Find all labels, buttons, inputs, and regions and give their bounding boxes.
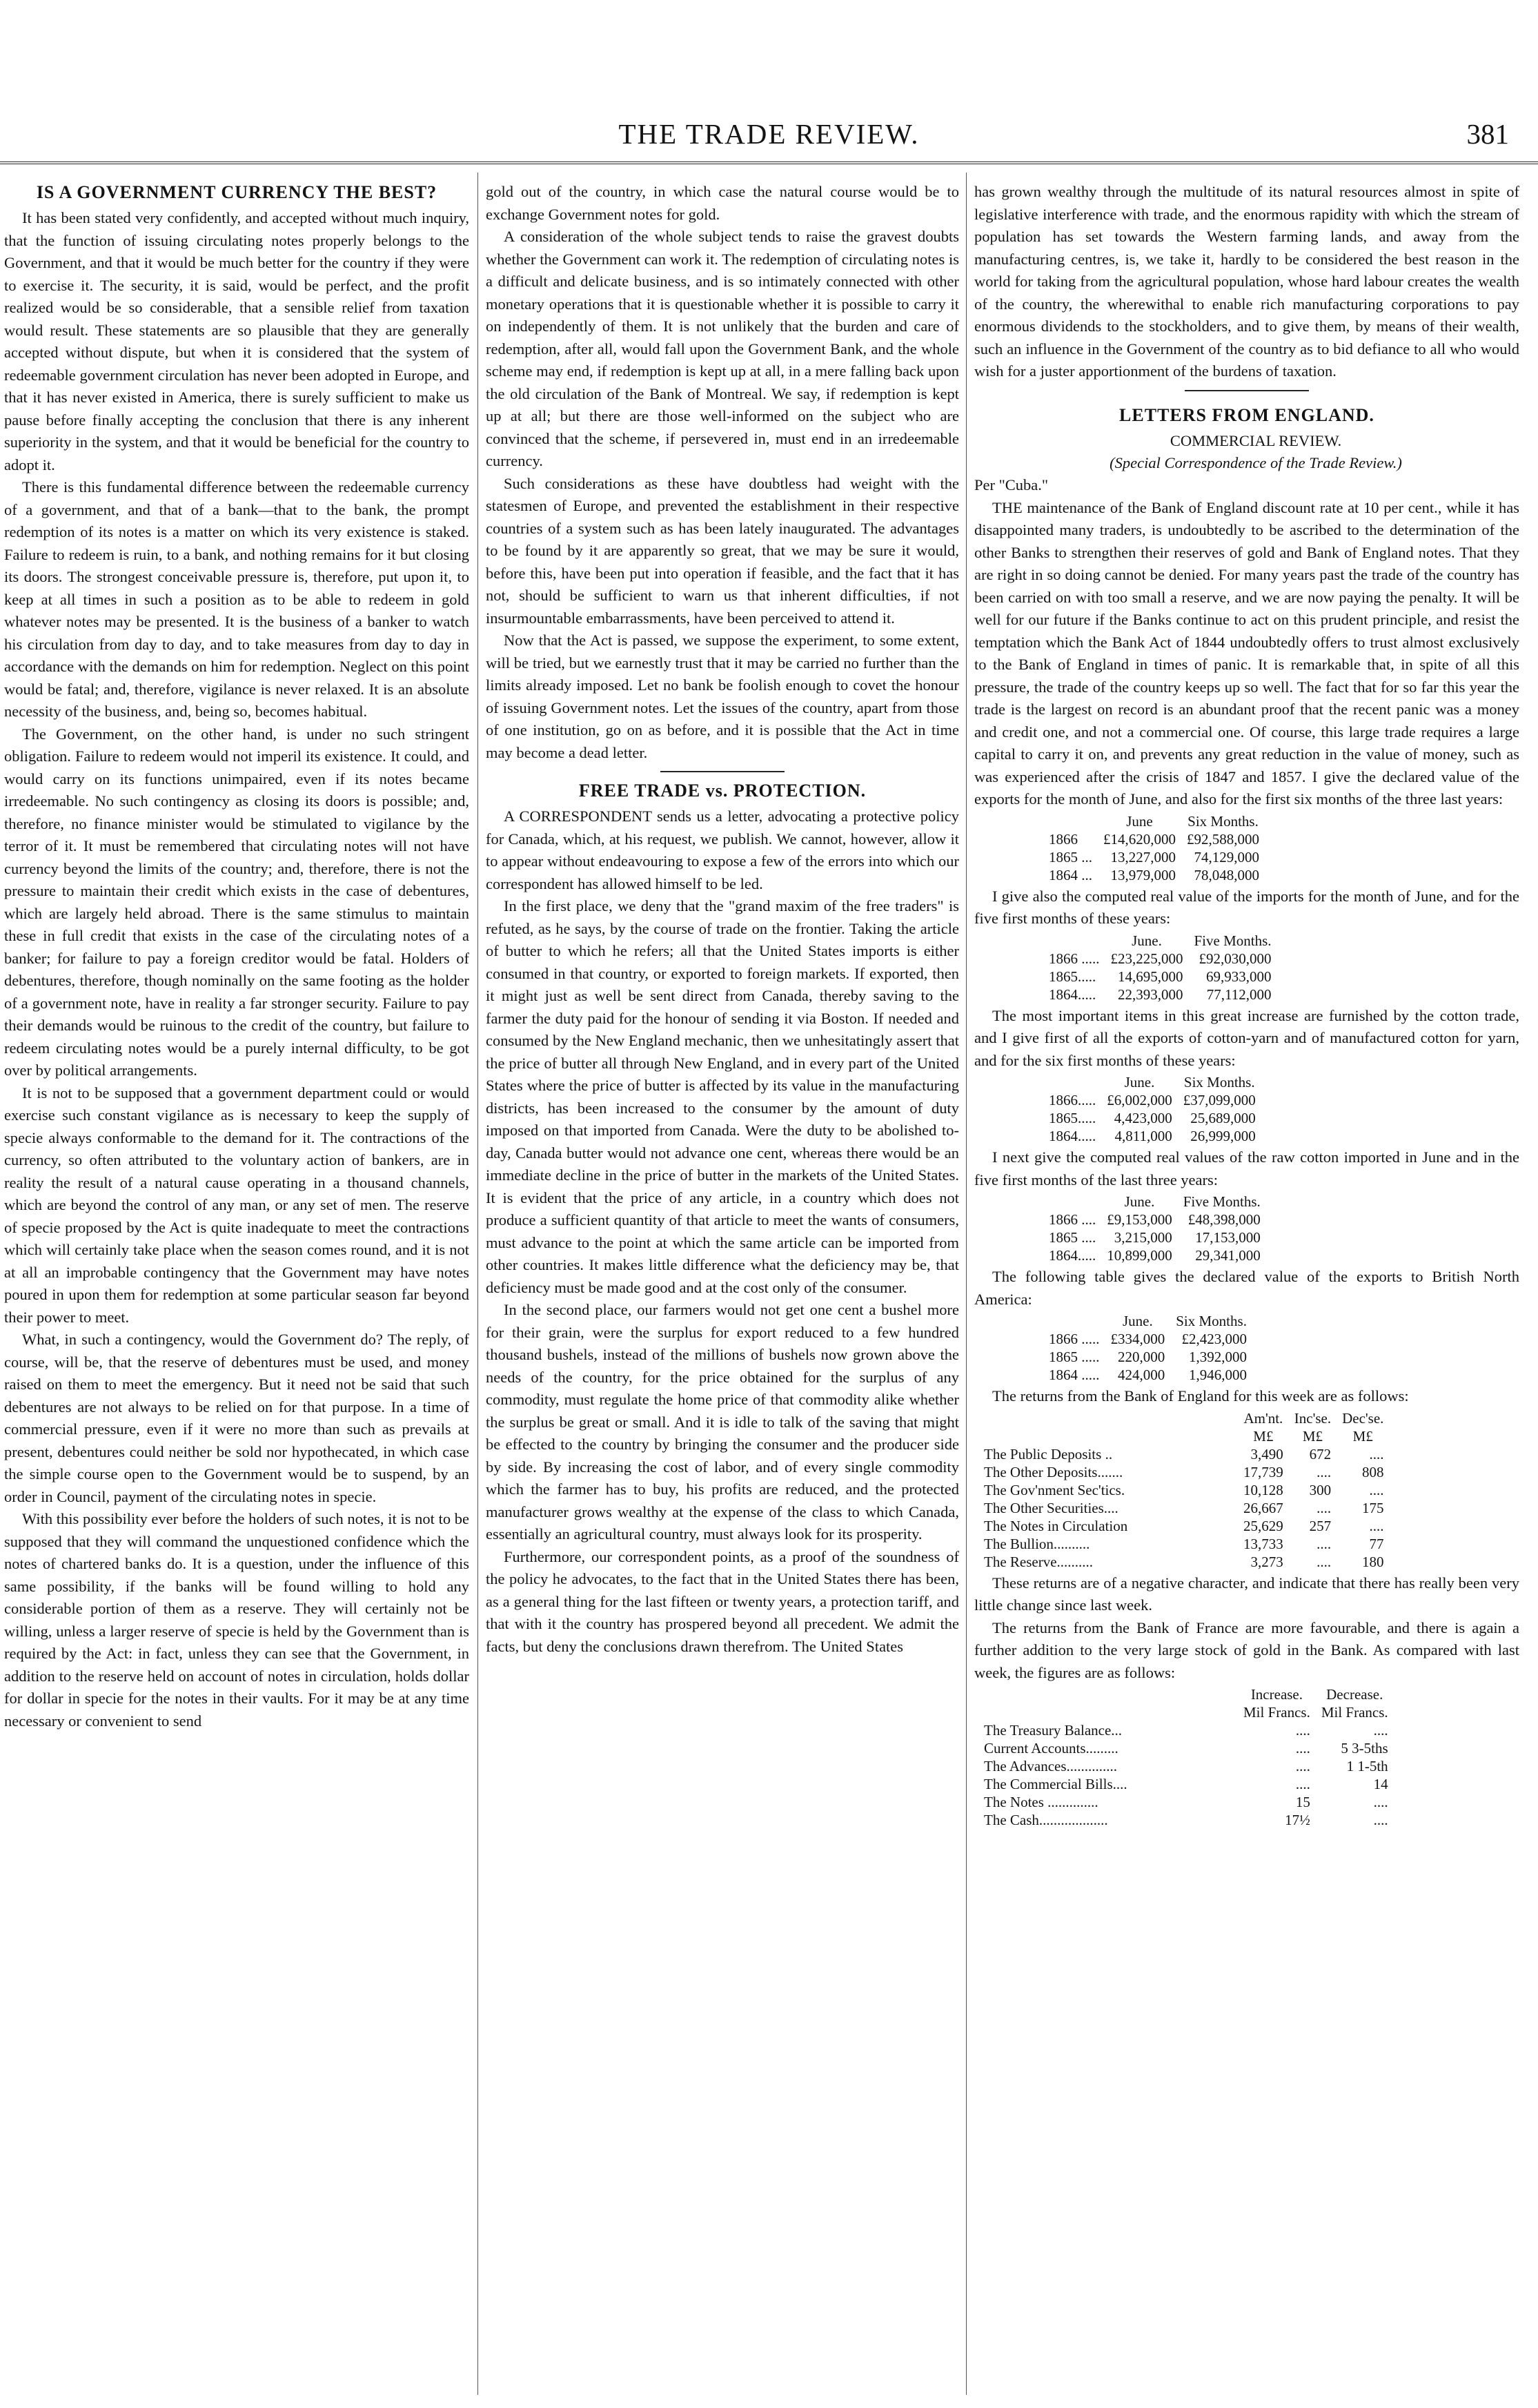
- table-row: The Treasury Balance... .... ....: [984, 1722, 1388, 1739]
- section-rule: [660, 771, 785, 772]
- article-heading: IS A GOVERNMENT CURRENCY THE BEST?: [36, 182, 437, 202]
- imports-table: [1043, 932, 1277, 1004]
- paragraph: The Government, on the other hand, is under no such stringent obligation. Failure to redeem would not imperil its existence. It could, and would carry on its functions unimpaired, even if its notes became irredeemable. No such contingency as closing its doors is possible; and, therefore, no finance minister would be stimulated to vigilance by the terror of it. It must be remembered that circulating notes will not have currency beyond the limits of the country; and, therefore, there is not the pressure to maintain their credit which exists in the case of debentures, which are largely held abroad. There is the same stimulus to maintain these in full credit that exists in the case of the circulating notes of a banker; for failure to pay a foreign creditor would be fatal. Holders of debentures, therefore, though nominally on the same footing as the holder of a government note, have in reality a far stronger security. Failure to pay their demands would be ruinous to the credit of the country, but failure to redeem circulating notes would be a purely internal difficulty, to be got over by political arrangements.: [4, 725, 469, 1079]
- table-row: 1864..... 10,899,000 29,341,000: [1049, 1247, 1261, 1264]
- paragraph: In the first place, we deny that the "grand maxim of the free traders" is refuted, as he says, by the course of trade on the frontier. Taking the article of butter to which he refers; all that the United States imports is either consumed in that country, or exported to foreign markets. If exported, then it might just as well be sent direct from Canada, thereby saving to the farmer the duty paid for the honour of sending it via Boston. If needed and consumed by the New England mechanic, then we unhesitatingly assert that the price of butter all through New England, and in every part of the United States where the price of butter is affected by its value in the manufacturing districts, has been increased to the consumer by the amount of duty imposed on that imported from Canada. Were the duty to be abolished to-day, Canada butter would not advance one cent, whereas there would be an immediate decline in the price of butter in the markets of the United States. It is evident that the price of any article, in a country which does not produce a sufficient quantity of that article to meet the wants of consumers, must advance to the point at which the same article can be imported from other countries. It makes little difference what the deficiency may be, that deficiency must be made good and at the cost only of the consumer.: [486, 897, 959, 1296]
- paragraph: What, in such a contingency, would the Government do? The reply, of course, will be, that the reserve of debentures must be used, and money raised on them to meet the emergency. But it need not be said that such debentures are not always to be relied on for that purpose. In a time of commercial pressure, even if it were no more than such as prevails at present, debentures could neither be sold nor hypothecated, in which case the simple course open to the Government would be to suspend, by an order in Council, payment of the circulating notes in specie.: [4, 1331, 469, 1505]
- table-header: Six Months.: [1187, 812, 1259, 830]
- table-row: 1865 ..... 220,000 1,392,000: [1049, 1349, 1247, 1365]
- table-header: June.: [1132, 932, 1162, 949]
- table-row: 1864 ..... 424,000 1,946,000: [1049, 1367, 1247, 1383]
- paragraph: These returns are of a negative character, and indicate that there has really been very little change since last week.: [974, 1574, 1519, 1614]
- table-row: 1866 ..... £334,000 £2,423,000: [1049, 1331, 1247, 1347]
- paragraph: has grown wealthy through the multitude of its natural resources almost in spite of legislative interference with trade, and the enormous rapidity with which the stream of population has set towards the Western farming lands, and away from the manufacturing centres, is, we take it, hardly to be considered the best reason in the world for taking from the agricultural population, whose hard labour creates the wealth of the country, the wherewithal to enable rich manufacturing corporations to pay enormous dividends to the stockholders, and to give them, by means of their wealth, such an influence in the Government of the country as to bid defiance to all who would wish for a juster apportionment of the burdens of taxation.: [974, 183, 1519, 380]
- bna-exports-table: [1043, 1312, 1252, 1384]
- table-header: Six Months.: [1183, 1074, 1255, 1090]
- table-unit: Mil Francs.: [1321, 1704, 1388, 1721]
- table-row: The Commercial Bills.... .... 14: [984, 1776, 1388, 1792]
- table-row: 1864 ... 13,979,000 78,048,000: [1049, 866, 1259, 883]
- table-unit: Mil Francs.: [1243, 1704, 1310, 1721]
- column-divider: [966, 173, 967, 2395]
- publication-title: THE TRADE REVIEW.: [618, 118, 920, 150]
- table-row: The Bullion.......... 13,733 .... 77: [984, 1535, 1384, 1552]
- paragraph: THE maintenance of the Bank of England discount rate at 10 per cent., while it has disappointed many traders, is undoubtedly to be ascribed to the determination of the other Banks to strengthen their reserves of gold and Bank of England notes. That they are right in so doing cannot be denied. For many years past the trade of the country has been carried on with too small a reserve, and we are now paying the penalty. It will be well for our future if the Banks continue to act on this prudent principle, and resist the temptation which the Bank Act of 1844 undoubtedly offers to trust almost exclusively to the Bank of England in times of panic. It is remarkable that, in spite of all this pressure, the trade of the country keeps up so well. The fact that for so far this year the trade is the largest on record is an abundant proof that the recent panic was a money and credit one, and not a commercial one. Of course, this large trade requires a large capital to carry it on, and prevents any great reduction in the value of money, such as was experienced after the crisis of 1847 and 1857. I give the declared value of the exports for the month of June, and also for the first six months of the three last years:: [974, 498, 1519, 807]
- column-2: [486, 181, 959, 2396]
- bank-of-france-table: [978, 1685, 1394, 1829]
- table-header: June.: [1123, 1313, 1153, 1329]
- table-row: The Other Deposits....... 17,739 .... 808: [984, 1463, 1384, 1480]
- table-unit: M£: [1302, 1427, 1323, 1445]
- table-row: 1866 ..... £23,225,000 £92,030,000: [1049, 950, 1272, 967]
- table-row: The Notes in Circulation 25,629 257 ....: [984, 1517, 1384, 1534]
- column-divider: [477, 173, 478, 2395]
- paragraph: There is this fundamental difference between the redeemable currency of a government, and that of a bank—that to the bank, the prompt redemption of its notes is a matter on which its very existence is staked. Failure to redeem is ruin, to a bank, and nothing remains for it but closing its doors. The strongest conceivable pressure is, therefore, put upon it, to keep at all times in such a position as to be able to redeem in gold whatever notes may be presented. It is the business of a banker to watch his circulation from day to day, and to take measures from day to day in accordance with the demands on him for redemption. Neglect on this point would be fatal; and, therefore, vigilance is never relaxed. It is an absolute necessity of the business, and, being so, becomes habitual.: [4, 478, 469, 720]
- header-rule: [0, 161, 1538, 164]
- table-header: June.: [1124, 1074, 1155, 1090]
- table-header: Five Months.: [1183, 1193, 1261, 1210]
- paragraph: Furthermore, our correspondent points, as a proof of the soundness of the policy he advocates, to the fact that in the United States there has been, as a general thing for the last fifteen or twenty years, a protection tariff, and that with it the country has prospered beyond all precedent. We admit the facts, but deny the conclusions drawn therefrom. The United States: [486, 1547, 959, 1655]
- column-3: [974, 181, 1519, 2396]
- article-heading: LETTERS FROM ENGLAND.: [1119, 404, 1374, 425]
- table-row: 1864..... 22,393,000 77,112,000: [1049, 986, 1272, 1003]
- table-row: 1865 ... 13,227,000 74,129,000: [1049, 848, 1259, 865]
- bank-of-england-table: [978, 1409, 1389, 1571]
- paragraph: A consideration of the whole subject tends to raise the gravest doubts whether the Government can work it. The redemption of circulating notes is a difficult and delicate business, and is so intimately connected with other monetary operations that it is questionable whether it is possible to carry it on independently of them. It is not unlikely that the burden and care of redemption, after all, would fall upon the Government Bank, and the whole scheme may end, if redemption is kept up at all, in a mere falling back upon the old circulation of the Bank of Montreal. We say, if redemption is kept up at all; but there are those well-informed on the subject who are convinced that the scheme, if persevered in, must end in an irredeemable currency.: [486, 228, 959, 469]
- table-row: The Other Securities.... 26,667 .... 175: [984, 1499, 1384, 1516]
- table-header: Inc'se.: [1294, 1409, 1332, 1427]
- paragraph: gold out of the country, in which case the natural course would be to exchange Government notes for gold.: [486, 183, 959, 223]
- table-row: 1865..... 14,695,000 69,933,000: [1049, 968, 1272, 985]
- paragraph: Now that the Act is passed, we suppose the experiment, to some extent, will be tried, but we earnestly trust that it may be carried no further than the limits already imposed. Let no bank be foolish enough to covet the honour of issuing Government notes. Let the issues of the country, apart from those of one institution, go on as before, and it is possible that the Act in time may become a dead letter.: [486, 632, 959, 761]
- paragraph: In the second place, our farmers would not get one cent a bushel more for their grain, were the surplus for export reduced to a few hundred thousand bushels, instead of the millions of bushels now grown above the needs of the country, for the price obtained for the surplus of any commodity, must regulate the home price of that commodity alike whether the surplus be great or small. And it is idle to talk of the saving that might be effected to the country by bringing the consumer and the producer side by side. By increasing the cost of labor, and of every single commodity which the farmer has to buy, his profits are reduced, and the protected manufacturer grows wealthy at the expense of the class to which Canada, essentially an agricultural country, must always look for its prosperity.: [486, 1301, 959, 1543]
- article-heading: FREE TRADE vs. PROTECTION.: [578, 781, 867, 801]
- article-subheading: COMMERCIAL REVIEW.: [1170, 431, 1342, 449]
- table-row: 1865 .... 3,215,000 17,153,000: [1049, 1229, 1261, 1246]
- table-row: The Gov'nment Sec'tics. 10,128 300 ....: [984, 1481, 1384, 1498]
- column-1: [4, 181, 469, 2396]
- paragraph: I next give the computed real values of the raw cotton imported in June and in the five first months of the last three years:: [974, 1148, 1519, 1188]
- paragraph: The most important items in this great increase are furnished by the cotton trade, and I give first of all the exports of cotton-yarn and of manufactured cotton for yarn, and for the six first months of these years:: [974, 1006, 1519, 1069]
- section-rule: [1185, 390, 1309, 391]
- paragraph: With this possibility ever before the holders of such notes, it is not to be supposed that they will command the unquestioned confidence which the notes of chartered banks do. It is a question, under the influence of this same possibility, if the banks will be found willing to hold any considerable portion of them as a reserve. They will certainly not be willing, unless a larger reserve of specie is held by the Government than is required by the Act: in fact, unless they can see that the Government, in addition to the reserve held on account of notes in circulation, holds dollar for dollar in specie for the notes in their vaults. For it may be at any time necessary or convenient to send: [4, 1510, 469, 1730]
- cotton-exports-table: [1043, 1073, 1261, 1145]
- table-header: June.: [1124, 1193, 1155, 1210]
- paragraph: It is not to be supposed that a government department could or would exercise such constant vigilance as is necessary to keep the supply of specie always conformable to the demand for it. The contractions of the currency, so often attributed to the voluntary action of bankers, are in reality the result of a natural cause operating in a thousand channels, which are beyond the control of any man, or any set of men. The reserve of specie proposed by the Act is quite inadequate to meet the contractions which will certainly take place when the season comes round, and it is not at all an improbable contingency that the Government may have notes poured in upon them for redemption at some particular season far beyond their power to meet.: [4, 1084, 469, 1326]
- paragraph: The returns from the Bank of England for this week are as follows:: [992, 1387, 1409, 1404]
- table-row: Current Accounts......... .... 5 3-5ths: [984, 1740, 1388, 1756]
- table-header: Six Months.: [1176, 1313, 1247, 1329]
- table-row: The Advances.............. .... 1 1-5th: [984, 1758, 1388, 1774]
- table-header: June: [1126, 812, 1153, 830]
- table-header: Dec'se.: [1342, 1409, 1384, 1427]
- exports-table: [1043, 812, 1265, 884]
- table-row: The Cash................... 17½ ....: [984, 1812, 1388, 1828]
- table-header: Increase.: [1250, 1686, 1303, 1703]
- paragraph: It has been stated very confidently, and accepted without much inquiry, that the function of issuing circulating notes properly belongs to the Government, and that it would be much better for the country if they were to exercise it. The security, it is said, would be perfect, and the profit realized would be so considerable, that a sensible relief from taxation would result. These statements are so plausible that they are generally accepted without dispute, but when it is considered that the system of redeemable government circulation has never been adopted in Europe, and that it has never existed in America, there is surely sufficient to make us pause before finally accepting the conclusion that there is any inherent superiority in the system, and that it would be beneficial for the country to adopt it.: [4, 209, 469, 473]
- table-header: Five Months.: [1194, 932, 1272, 949]
- byline: (Special Correspondence of the Trade Review.): [1110, 453, 1402, 471]
- table-unit: M£: [1253, 1427, 1274, 1445]
- paragraph: A CORRESPONDENT sends us a letter, advocating a protective policy for Canada, which, at his request, we publish. We cannot, however, allow it to appear without endeavouring to expose a few of the errors into which our correspondent has allowed himself to be led.: [486, 807, 959, 892]
- table-header: Decrease.: [1326, 1686, 1383, 1703]
- table-row: 1866 £14,620,000 £92,588,000: [1049, 830, 1259, 848]
- table-row: 1866 .... £9,153,000 £48,398,000: [1049, 1211, 1261, 1228]
- paragraph: I give also the computed real value of the imports for the month of June, and for the five first months of these years:: [974, 887, 1519, 927]
- page-header: [0, 117, 1538, 159]
- table-row: The Notes .............. 15 ....: [984, 1794, 1388, 1810]
- table-row: 1866..... £6,002,000 £37,099,000: [1049, 1092, 1256, 1108]
- table-row: The Reserve.......... 3,273 .... 180: [984, 1553, 1384, 1570]
- dateline: Per "Cuba.": [974, 476, 1049, 493]
- table-unit: M£: [1352, 1427, 1373, 1445]
- table-header: Am'nt.: [1243, 1409, 1283, 1427]
- paragraph: Such considerations as these have doubtless had weight with the statesmen of Europe, and prevented the establishment in their respective countries of a system such as has been lately inaugurated. The advantages to be found by it are apparently so great, that we may be sure it would, before this, have been put into operation if feasible, and the fact that it has not, should be sufficient to warn us that inherent difficulties, if not insurmountable embarrassments, have been perceived to attend it.: [486, 474, 959, 627]
- page-number: 381: [1466, 118, 1509, 150]
- table-row: The Public Deposits .. 3,490 672 ....: [984, 1445, 1384, 1462]
- table-row: 1865..... 4,423,000 25,689,000: [1049, 1110, 1256, 1126]
- table-row: 1864..... 4,811,000 26,999,000: [1049, 1128, 1256, 1144]
- paragraph: The returns from the Bank of France are more favourable, and there is again a further addition to the very large stock of gold in the Bank. As compared with last week, the figures are as follows:: [974, 1618, 1519, 1681]
- paragraph: The following table gives the declared value of the exports to British North America:: [974, 1268, 1519, 1308]
- raw-cotton-table: [1043, 1193, 1266, 1264]
